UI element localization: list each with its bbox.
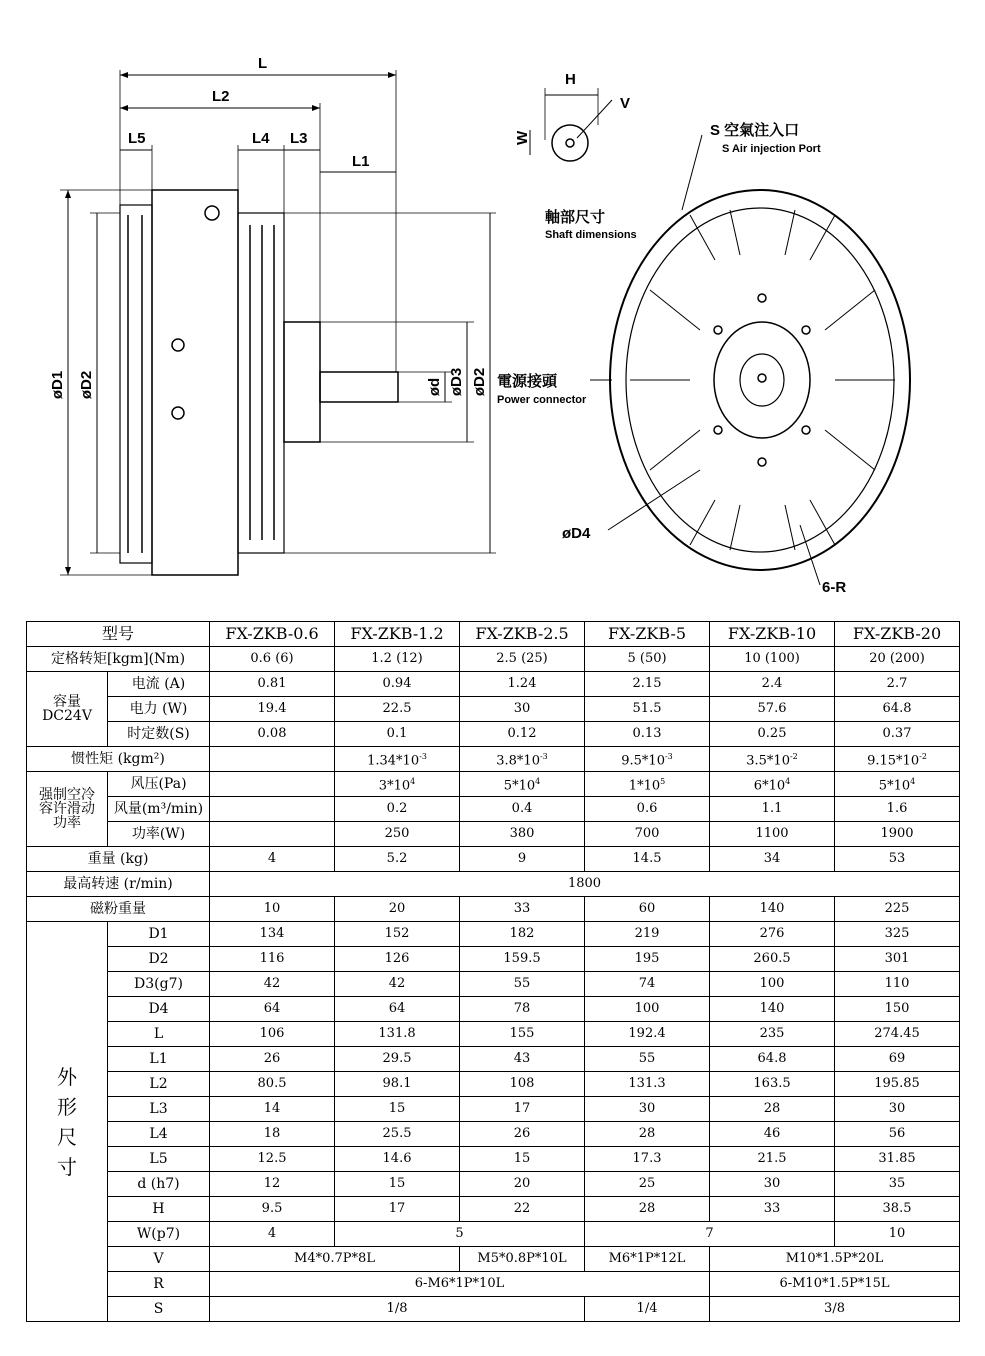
cell: 1/4 bbox=[585, 1297, 710, 1322]
dims-group: 外 形 尺 寸 bbox=[27, 922, 108, 1322]
cell: 1.6 bbox=[835, 797, 960, 822]
capacity-row bbox=[27, 722, 960, 747]
row-label: 功率(W) bbox=[108, 822, 210, 847]
cell: $1*10^5$ bbox=[585, 772, 710, 797]
cell: 98.1 bbox=[335, 1072, 460, 1097]
dim-L1: L1 bbox=[352, 153, 370, 170]
weight-row bbox=[27, 847, 960, 872]
cell: 301 bbox=[835, 947, 960, 972]
dim-L2: L2 bbox=[212, 88, 230, 105]
dim-row-V bbox=[27, 1247, 960, 1272]
capacity-line1: 容量 bbox=[53, 694, 81, 710]
model-0-6: FX-ZKB-0.6 bbox=[210, 622, 335, 647]
row-label: d (h7) bbox=[108, 1172, 210, 1197]
row-label: L2 bbox=[108, 1072, 210, 1097]
cell: $5*10^4$ bbox=[460, 772, 585, 797]
cell: $3.5*10^{-2}$ bbox=[710, 747, 835, 772]
cell: 33 bbox=[460, 897, 585, 922]
dim-row bbox=[27, 1122, 960, 1147]
air-port-en: S Air injection Port bbox=[722, 143, 821, 155]
cell: 276 bbox=[710, 922, 835, 947]
cell: 106 bbox=[210, 1022, 335, 1047]
left-flange bbox=[120, 205, 152, 563]
cell: 100 bbox=[585, 997, 710, 1022]
cooling-row bbox=[27, 797, 960, 822]
cell: 0.4 bbox=[460, 797, 585, 822]
cell: 159.5 bbox=[460, 947, 585, 972]
cell: 6-M10*1.5P*15L bbox=[710, 1272, 960, 1297]
cell: 30 bbox=[710, 1172, 835, 1197]
cell: 80.5 bbox=[210, 1072, 335, 1097]
model-1-2: FX-ZKB-1.2 bbox=[335, 622, 460, 647]
cell: M4*0.7P*8L bbox=[210, 1247, 460, 1272]
cell: 2.5 (25) bbox=[460, 647, 585, 672]
model-20: FX-ZKB-20 bbox=[835, 622, 960, 647]
cell: 700 bbox=[585, 822, 710, 847]
cell: 108 bbox=[460, 1072, 585, 1097]
cell: 18 bbox=[210, 1122, 335, 1147]
dim-row bbox=[27, 997, 960, 1022]
cell: 53 bbox=[835, 847, 960, 872]
cell: 20 bbox=[335, 897, 460, 922]
cell: 69 bbox=[835, 1047, 960, 1072]
cell: 56 bbox=[835, 1122, 960, 1147]
cell: 60 bbox=[585, 897, 710, 922]
cell: 2.15 bbox=[585, 672, 710, 697]
cell: 134 bbox=[210, 922, 335, 947]
cell: 33 bbox=[710, 1197, 835, 1222]
dim-L: L bbox=[258, 55, 268, 72]
row-label: H bbox=[108, 1197, 210, 1222]
cell: $6*10^4$ bbox=[710, 772, 835, 797]
cell: 25 bbox=[585, 1172, 710, 1197]
cell: 5.2 bbox=[335, 847, 460, 872]
cell: 12 bbox=[210, 1172, 335, 1197]
cell: 22.5 bbox=[335, 697, 460, 722]
dim-d: ød bbox=[426, 377, 443, 397]
dim-row-W bbox=[27, 1222, 960, 1247]
cell: 78 bbox=[460, 997, 585, 1022]
capacity-line2: DC24V bbox=[42, 708, 92, 724]
cell: 0.12 bbox=[460, 722, 585, 747]
dim-row bbox=[27, 1197, 960, 1222]
cell: 195 bbox=[585, 947, 710, 972]
cell: 28 bbox=[585, 1122, 710, 1147]
cell: 2.4 bbox=[710, 672, 835, 697]
dim-L3: L3 bbox=[290, 130, 308, 147]
cell: 51.5 bbox=[585, 697, 710, 722]
dim-row bbox=[27, 922, 960, 947]
cell: 110 bbox=[835, 972, 960, 997]
cell: 1.1 bbox=[710, 797, 835, 822]
cell: 30 bbox=[835, 1097, 960, 1122]
cell: $3*10^4$ bbox=[335, 772, 460, 797]
cell: 57.6 bbox=[710, 697, 835, 722]
cell bbox=[210, 797, 335, 822]
row-label: D2 bbox=[108, 947, 210, 972]
dim-D2-mid: øD2 bbox=[471, 367, 488, 397]
cell: 28 bbox=[710, 1097, 835, 1122]
cell: 219 bbox=[585, 922, 710, 947]
cell: 17 bbox=[335, 1197, 460, 1222]
row-label: 惯性矩 (kgm²) bbox=[27, 747, 210, 772]
cell: 14.5 bbox=[585, 847, 710, 872]
row-label: 时定数(S) bbox=[108, 722, 210, 747]
cell: 131.3 bbox=[585, 1072, 710, 1097]
cell: 55 bbox=[585, 1047, 710, 1072]
dim-W: W bbox=[514, 130, 531, 145]
cell: 5 bbox=[335, 1222, 585, 1247]
cell: 10 (100) bbox=[710, 647, 835, 672]
dim-D2-left: øD2 bbox=[78, 370, 95, 400]
dim-row bbox=[27, 1147, 960, 1172]
cell: 55 bbox=[460, 972, 585, 997]
cell: 35 bbox=[835, 1172, 960, 1197]
cell: 235 bbox=[710, 1022, 835, 1047]
screw-head bbox=[205, 206, 219, 220]
dim-D1: øD1 bbox=[49, 370, 66, 400]
cell: 195.85 bbox=[835, 1072, 960, 1097]
cell: 1.24 bbox=[460, 672, 585, 697]
spec-table bbox=[26, 621, 960, 1322]
cell: 0.6 (6) bbox=[210, 647, 335, 672]
row-label: V bbox=[108, 1247, 210, 1272]
cell: 15 bbox=[460, 1147, 585, 1172]
dim-D4: øD4 bbox=[562, 525, 591, 542]
row-label: 风量(m³/min) bbox=[108, 797, 210, 822]
cell: 3/8 bbox=[710, 1297, 960, 1322]
technical-drawing bbox=[0, 0, 985, 610]
model-10: FX-ZKB-10 bbox=[710, 622, 835, 647]
cell: $3.8*10^{-3}$ bbox=[460, 747, 585, 772]
cell: 29.5 bbox=[335, 1047, 460, 1072]
cell: 20 (200) bbox=[835, 647, 960, 672]
cell: 126 bbox=[335, 947, 460, 972]
front-hub bbox=[714, 322, 810, 438]
row-label: W(p7) bbox=[108, 1222, 210, 1247]
cell: M6*1P*12L bbox=[585, 1247, 710, 1272]
cell: 0.2 bbox=[335, 797, 460, 822]
cell: 0.13 bbox=[585, 722, 710, 747]
cell bbox=[210, 822, 335, 847]
cell: 1.2 (12) bbox=[335, 647, 460, 672]
cell: 1800 bbox=[210, 872, 960, 897]
inertia-row bbox=[27, 747, 960, 772]
cell: 140 bbox=[710, 897, 835, 922]
cell: 0.1 bbox=[335, 722, 460, 747]
cell: 64.8 bbox=[835, 697, 960, 722]
cell: 0.94 bbox=[335, 672, 460, 697]
cell: 12.5 bbox=[210, 1147, 335, 1172]
cell: 0.08 bbox=[210, 722, 335, 747]
cell: 10 bbox=[835, 1222, 960, 1247]
cell: 34 bbox=[710, 847, 835, 872]
cell: 43 bbox=[460, 1047, 585, 1072]
cell: 1100 bbox=[710, 822, 835, 847]
torque-row bbox=[27, 647, 960, 672]
cooling-group: 强制空冷 容许滑动 功率 bbox=[27, 772, 108, 847]
capacity-row bbox=[27, 672, 960, 697]
row-label: 电流 (A) bbox=[108, 672, 210, 697]
header-row bbox=[27, 622, 960, 647]
cell: 325 bbox=[835, 922, 960, 947]
row-label: S bbox=[108, 1297, 210, 1322]
cell: 100 bbox=[710, 972, 835, 997]
row-label: L5 bbox=[108, 1147, 210, 1172]
brake-drawing-svg bbox=[0, 0, 985, 610]
capacity-group bbox=[27, 672, 108, 747]
cell: 116 bbox=[210, 947, 335, 972]
cell: 20 bbox=[460, 1172, 585, 1197]
dim-row-S bbox=[27, 1297, 960, 1322]
cell: 14.6 bbox=[335, 1147, 460, 1172]
cell: 9.5 bbox=[210, 1197, 335, 1222]
model-label: 型号 bbox=[27, 622, 210, 647]
row-label: 风压(Pa) bbox=[108, 772, 210, 797]
row-label: L1 bbox=[108, 1047, 210, 1072]
cell: 21.5 bbox=[710, 1147, 835, 1172]
cell: 2.7 bbox=[835, 672, 960, 697]
cell: M5*0.8P*10L bbox=[460, 1247, 585, 1272]
row-label: D3(g7) bbox=[108, 972, 210, 997]
row-label: 磁粉重量 bbox=[27, 897, 210, 922]
cell: 64.8 bbox=[710, 1047, 835, 1072]
cell: 30 bbox=[585, 1097, 710, 1122]
shaft-section bbox=[552, 125, 588, 161]
max-speed-row bbox=[27, 872, 960, 897]
cell: 74 bbox=[585, 972, 710, 997]
dim-row bbox=[27, 1172, 960, 1197]
cell bbox=[210, 747, 335, 772]
cell: 150 bbox=[835, 997, 960, 1022]
cell: $9.5*10^{-3}$ bbox=[585, 747, 710, 772]
row-label: 定格转矩[kgm](Nm) bbox=[27, 647, 210, 672]
cell: 250 bbox=[335, 822, 460, 847]
dim-L4: L4 bbox=[252, 130, 270, 147]
powder-row bbox=[27, 897, 960, 922]
power-connector-en: Power connector bbox=[497, 394, 587, 406]
cooling-row bbox=[27, 772, 960, 797]
cell: 192.4 bbox=[585, 1022, 710, 1047]
cell: 14 bbox=[210, 1097, 335, 1122]
cell: 64 bbox=[335, 997, 460, 1022]
cell: 5 (50) bbox=[585, 647, 710, 672]
cell: 17.3 bbox=[585, 1147, 710, 1172]
cell: 4 bbox=[210, 847, 335, 872]
dim-row bbox=[27, 1097, 960, 1122]
cell: 10 bbox=[210, 897, 335, 922]
cell: 38.5 bbox=[835, 1197, 960, 1222]
dim-L5: L5 bbox=[128, 130, 146, 147]
cell: 17 bbox=[460, 1097, 585, 1122]
cell: 22 bbox=[460, 1197, 585, 1222]
model-5: FX-ZKB-5 bbox=[585, 622, 710, 647]
row-label: R bbox=[108, 1272, 210, 1297]
dim-D3: øD3 bbox=[448, 367, 465, 397]
cell: 0.6 bbox=[585, 797, 710, 822]
cell: 0.81 bbox=[210, 672, 335, 697]
cell: 140 bbox=[710, 997, 835, 1022]
row-label: L3 bbox=[108, 1097, 210, 1122]
cell: 131.8 bbox=[335, 1022, 460, 1047]
cell: 26 bbox=[210, 1047, 335, 1072]
dim-row bbox=[27, 947, 960, 972]
dim-H: H bbox=[565, 71, 576, 88]
cell bbox=[210, 772, 335, 797]
cell: 25.5 bbox=[335, 1122, 460, 1147]
dim-row bbox=[27, 1022, 960, 1047]
cell: 42 bbox=[210, 972, 335, 997]
shaft bbox=[320, 372, 398, 402]
air-port-cn: S 空氣注入口 bbox=[710, 122, 800, 139]
cell: 380 bbox=[460, 822, 585, 847]
cell: 9 bbox=[460, 847, 585, 872]
cell: 152 bbox=[335, 922, 460, 947]
row-label: 重量 (kg) bbox=[27, 847, 210, 872]
dim-row-R bbox=[27, 1272, 960, 1297]
cell: 1/8 bbox=[210, 1297, 585, 1322]
cell: 15 bbox=[335, 1172, 460, 1197]
cell: 28 bbox=[585, 1197, 710, 1222]
dim-row bbox=[27, 1072, 960, 1097]
cell: 1900 bbox=[835, 822, 960, 847]
capacity-row bbox=[27, 697, 960, 722]
cell: $9.15*10^{-2}$ bbox=[835, 747, 960, 772]
cell: 0.37 bbox=[835, 722, 960, 747]
cell: 225 bbox=[835, 897, 960, 922]
cell: M10*1.5P*20L bbox=[710, 1247, 960, 1272]
cell: 7 bbox=[585, 1222, 835, 1247]
dim-R: 6-R bbox=[822, 579, 847, 596]
model-2-5: FX-ZKB-2.5 bbox=[460, 622, 585, 647]
cell: 6-M6*1P*10L bbox=[210, 1272, 710, 1297]
cell: 260.5 bbox=[710, 947, 835, 972]
shaft-dim-cn: 軸部尺寸 bbox=[545, 209, 606, 226]
cell: 274.45 bbox=[835, 1022, 960, 1047]
dim-row bbox=[27, 972, 960, 997]
cell: $5*10^4$ bbox=[835, 772, 960, 797]
row-label: 最高转速 (r/min) bbox=[27, 872, 210, 897]
cell: 30 bbox=[460, 697, 585, 722]
fin-block bbox=[238, 213, 284, 553]
power-connector-cn: 電源接頭 bbox=[497, 373, 558, 390]
cooling-row bbox=[27, 822, 960, 847]
cell: 26 bbox=[460, 1122, 585, 1147]
dim-V: V bbox=[620, 95, 631, 112]
cell: 42 bbox=[335, 972, 460, 997]
row-label: 电力 (W) bbox=[108, 697, 210, 722]
row-label: L4 bbox=[108, 1122, 210, 1147]
dim-row bbox=[27, 1047, 960, 1072]
hub bbox=[284, 322, 320, 442]
cell: 155 bbox=[460, 1022, 585, 1047]
cell: 64 bbox=[210, 997, 335, 1022]
cell: 31.85 bbox=[835, 1147, 960, 1172]
cell: 0.25 bbox=[710, 722, 835, 747]
cell: 4 bbox=[210, 1222, 335, 1247]
cell: 15 bbox=[335, 1097, 460, 1122]
housing-body bbox=[152, 190, 238, 575]
cell: 46 bbox=[710, 1122, 835, 1147]
cell: $1.34*10^{-3}$ bbox=[335, 747, 460, 772]
cell: 163.5 bbox=[710, 1072, 835, 1097]
cell: 19.4 bbox=[210, 697, 335, 722]
row-label: L bbox=[108, 1022, 210, 1047]
shaft-dim-en: Shaft dimensions bbox=[545, 229, 637, 241]
row-label: D1 bbox=[108, 922, 210, 947]
cell: 182 bbox=[460, 922, 585, 947]
row-label: D4 bbox=[108, 997, 210, 1022]
